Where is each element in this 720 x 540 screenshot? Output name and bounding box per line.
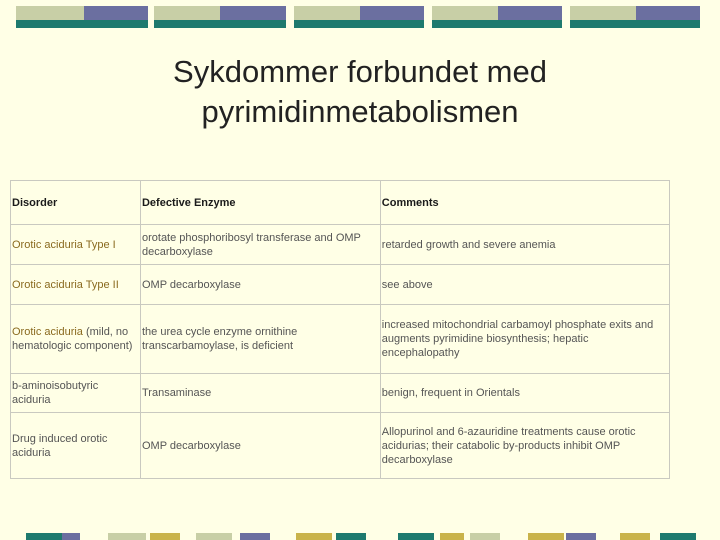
header-defective-enzyme: Defective Enzyme <box>140 181 380 225</box>
comments-cell: retarded growth and severe anemia <box>380 225 669 265</box>
slide-title-line-1: Sykdommer forbundet med <box>173 54 547 89</box>
table-row <box>11 265 670 305</box>
table-row <box>11 413 670 479</box>
enzyme-cell: Transaminase <box>140 374 380 413</box>
disorder-cell <box>11 305 141 374</box>
disorder-note: (mild, no hematologic component) <box>12 326 133 352</box>
header-disorder: Disorder <box>11 181 141 225</box>
disorder-link[interactable]: Orotic aciduria Type I <box>12 238 116 251</box>
disorder-cell <box>11 225 141 265</box>
table-header-row <box>11 181 670 225</box>
header-comments: Comments <box>380 181 669 225</box>
disorder-table <box>10 180 670 479</box>
table-row <box>11 225 670 265</box>
enzyme-cell: orotate phosphoribosyl transferase and OMP decarboxylase <box>140 225 380 265</box>
enzyme-cell: OMP decarboxylase <box>140 265 380 305</box>
slide-title-line-2: pyrimidinmetabolismen <box>201 94 519 129</box>
comments-cell: increased mitochondrial carbamoyl phosphate exits and augments pyrimidine biosynthesis; hepatic encephalopathy <box>380 305 669 374</box>
disorder-link[interactable]: Orotic aciduria Type II <box>12 278 119 291</box>
comments-cell: see above <box>380 265 669 305</box>
table-row <box>11 305 670 374</box>
comments-cell: Allopurinol and 6-azauridine treatments cause orotic acidurias; their catabolic by-products inhibit OMP decarboxylase <box>380 413 669 479</box>
top-decorative-banner <box>0 0 720 34</box>
enzyme-cell: the urea cycle enzyme ornithine transcarbamoylase, is deficient <box>140 305 380 374</box>
table-row <box>11 374 670 413</box>
enzyme-cell: OMP decarboxylase <box>140 413 380 479</box>
disorder-cell: Drug induced orotic aciduria <box>11 413 141 479</box>
comments-cell: benign, frequent in Orientals <box>380 374 669 413</box>
disorder-cell: b-aminoisobutyric aciduria <box>11 374 141 413</box>
bottom-decorative-banner <box>0 532 720 540</box>
disorder-link[interactable]: Orotic aciduria <box>12 326 83 338</box>
slide-title <box>100 52 620 132</box>
disorder-cell <box>11 265 141 305</box>
